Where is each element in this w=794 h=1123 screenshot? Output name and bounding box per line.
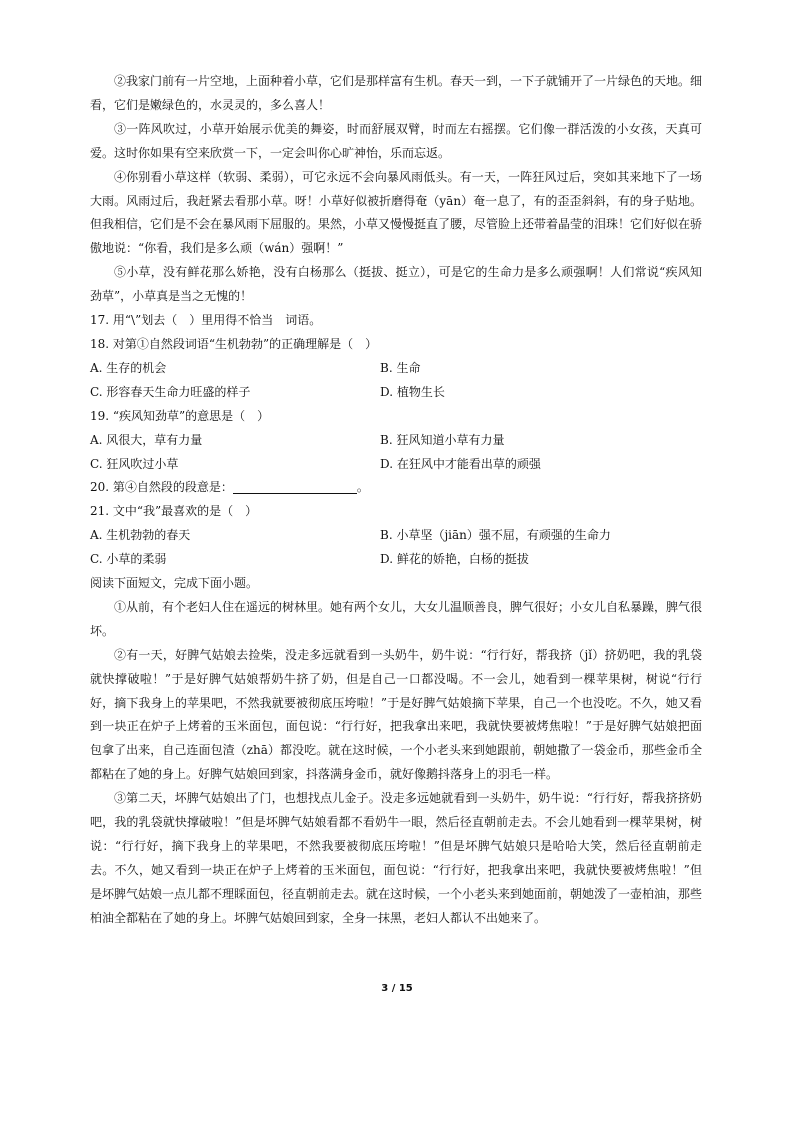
passage1-paragraph-4: ④你别看小草这样（软弱、柔弱），可它永远不会向暴风雨低头。有一天，一阵狂风过后，突如其来地下了一场大雨。风雨过后，我赶紧去看那小草。呀！小草好似被折磨得奄（yān）奄一息了，有的歪歪斜斜，有的身子贴地。但我相信，它们是不会在暴风雨下屈服的。果然，小草又慢慢挺直了腰，尽管脸上还带着晶莹的泪珠！它们好似在骄傲地说：“你看，我们是多么顽（wán）强啊！” (90, 169, 703, 256)
question-21-option-c[interactable]: C. 小草的柔弱 (90, 552, 167, 567)
question-21-stem: 21. 文中“我”最喜欢的是（ ） (90, 504, 258, 519)
question-17: 17. 用“\”划去（ ）里用得不恰当 词语。 (90, 313, 322, 328)
question-19-option-d[interactable]: D. 在狂风中才能看出草的顽强 (380, 456, 541, 471)
passage1-paragraph-2: ②我家门前有一片空地，上面种着小草，它们是那样富有生机。春天一到，一下子就铺开了一片绿色的天地。细看，它们是嫩绿色的，水灵灵的，多么喜人！ (90, 74, 703, 112)
passage2-paragraph-3: ③第二天，坏脾气姑娘出了门，也想找点儿金子。没走多远她就看到一头奶牛，奶牛说：“行行好，帮我挤挤奶吧，我的乳袋就快撑破啦！”但是坏脾气姑娘看都不看奶牛一眼，然后径直朝前走去。不会儿她看到一棵苹果树，树说：“行行好，摘下我身上的苹果吧，不然我要被彻底压垮啦！”但是坏脾气姑娘只是哈哈大笑，然后径直朝前走去。不久，她又看到一块正在炉子上烤着的玉米面包，面包说：“行行好，把我拿出来吧，我就快要被烤焦啦！”但是坏脾气姑娘一点儿都不理睬面包，径直朝前走去。就在这时候，一个小老头来到她面前，朝她泼了一壶柏油，那些柏油全都粘在了她的身上。坏脾气姑娘回到家，全身一抹黑，老妇人都认不出她来了。 (90, 791, 703, 925)
question-18-option-b[interactable]: B. 生命 (380, 360, 421, 375)
question-20-end: 。 (356, 480, 369, 495)
question-19-options-row-2 (90, 453, 702, 477)
question-18-option-c[interactable]: C. 形容春天生命力旺盛的样子 (90, 384, 251, 399)
question-18-option-d[interactable]: D. 植物生长 (380, 384, 445, 399)
passage2-instruction: 阅读下面短文，完成下面小题。 (90, 576, 259, 591)
question-19-option-b[interactable]: B. 狂风知道小草有力量 (380, 432, 505, 447)
passage1-paragraph-5: ⑤小草，没有鲜花那么娇艳，没有白杨那么（挺拔、挺立），可是它的生命力是多么顽强啊！人们常说“疾风知劲草”，小草真是当之无愧的！ (90, 265, 702, 304)
question-20 (90, 476, 702, 500)
question-20-stem: 20. 第④自然段的段意是： (90, 480, 233, 495)
question-21-options-row-1 (90, 524, 702, 548)
answer-blank[interactable] (233, 478, 357, 494)
page-content (90, 70, 702, 931)
passage2-paragraph-1: ①从前，有个老妇人住在遥远的树林里。她有两个女儿，大女儿温顺善良，脾气很好；小女儿自私暴躁，脾气很坏。 (90, 599, 703, 638)
question-18-options-row-1 (90, 357, 702, 381)
question-19-stem: 19. “疾风知劲草”的意思是（ ） (90, 408, 270, 423)
question-21-option-b[interactable]: B. 小草坚（jiān）强不屈，有顽强的生命力 (380, 528, 611, 543)
question-21-option-a[interactable]: A. 生机勃勃的春天 (90, 528, 191, 543)
passage1-paragraph-3: ③一阵风吹过，小草开始展示优美的舞姿，时而舒展双臂，时而左右摇摆。它们像一群活泼的小女孩，天真可爱。这时你如果有空来欣赏一下，一定会叫你心旷神怡，乐而忘返。 (90, 121, 702, 160)
passage2-paragraph-2: ②有一天，好脾气姑娘去捡柴，没走多远就看到一头奶牛，奶牛说：“行行好，帮我挤（jǐ）挤奶吧，我的乳袋就快撑破啦！”于是好脾气姑娘帮奶牛挤了奶，但是自己一口都没喝。不一会儿，她看到一棵苹果树，树说“行行好，摘下我身上的苹果吧，不然我就要被彻底压垮啦！”于是好脾气姑娘摘下苹果，自己一个也没吃。不久，她又看到一块正在炉子上烤着的玉米面包，面包说：“行行好，把我拿出来吧，我就快要被烤焦啦！”于是好脾气姑娘把面包拿了出来，自己连面包渣（zhā）都没吃。就在这时候，一个小老头来到她跟前，朝她撒了一袋金币，那些金币全都粘在了她的身上。好脾气姑娘回到家，抖落满身金币，就好像鹅抖落身上的羽毛一样。 (90, 647, 702, 782)
question-21-option-d[interactable]: D. 鲜花的娇艳，白杨的挺拔 (380, 552, 529, 567)
question-19-option-c[interactable]: C. 狂风吹过小草 (90, 456, 179, 471)
question-19-options-row-1 (90, 429, 702, 453)
page-number: 3 / 15 (381, 983, 413, 994)
question-18-option-a[interactable]: A. 生存的机会 (90, 360, 167, 375)
question-18-options-row-2 (90, 381, 702, 405)
question-19-option-a[interactable]: A. 风很大，草有力量 (90, 432, 203, 447)
question-21-options-row-2 (90, 548, 702, 572)
question-18-stem: 18. 对第①自然段词语“生机勃勃”的正确理解是（ ） (90, 336, 378, 351)
